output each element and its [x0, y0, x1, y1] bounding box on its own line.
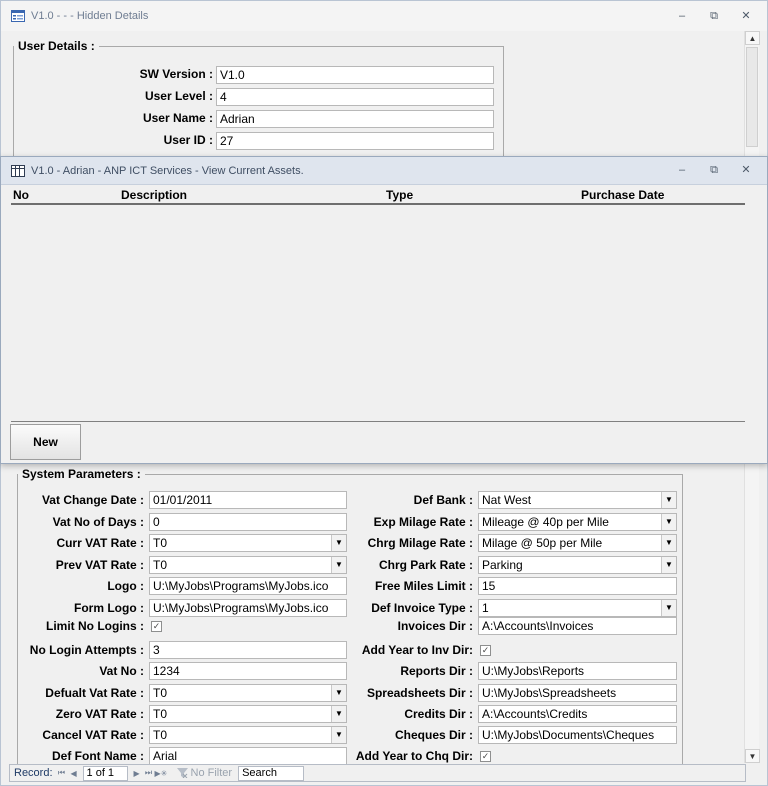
invoices-dir-label: Invoices Dir :: [397, 619, 473, 633]
dropdown-arrow-icon[interactable]: ▼: [331, 727, 346, 743]
def-bank-label: Def Bank :: [413, 493, 473, 507]
dropdown-arrow-icon[interactable]: ▼: [331, 706, 346, 722]
prev-vat-rate-combo[interactable]: [149, 556, 347, 574]
chrg-park-rate-combo[interactable]: [478, 556, 677, 574]
previous-record-icon[interactable]: ◀: [70, 768, 77, 778]
credits-dir-label: Credits Dir :: [404, 707, 473, 721]
zero-vat-rate-label: Zero VAT Rate :: [55, 707, 144, 721]
invoices-dir-value: A:\Accounts\Invoices: [482, 619, 594, 633]
dropdown-arrow-icon[interactable]: ▼: [661, 514, 676, 530]
def-bank-value: Nat West: [482, 493, 532, 507]
record-navigation-bar: [9, 764, 746, 782]
invoices-dir-field[interactable]: [478, 617, 677, 635]
next-record-icon[interactable]: ▶: [133, 768, 140, 778]
def-invoice-type-combo[interactable]: [478, 599, 677, 617]
form-logo-value: U:\MyJobs\Programs\MyJobs.ico: [153, 601, 329, 615]
vat-change-date-value: 01/01/2011: [153, 493, 213, 507]
def-invoice-type-value: 1: [482, 601, 489, 615]
defualt-vat-rate-combo[interactable]: [149, 684, 347, 702]
vat-change-date-label: Vat Change Date :: [41, 493, 144, 507]
assets-close-icon[interactable]: ✕: [741, 164, 751, 176]
vat-change-date-field[interactable]: [149, 491, 347, 509]
datasheet-icon: [11, 165, 25, 177]
assets-minimize-icon[interactable]: –: [678, 164, 686, 176]
cheques-dir-field[interactable]: [478, 726, 677, 744]
dropdown-arrow-icon[interactable]: ▼: [661, 492, 676, 508]
assets-list[interactable]: [11, 207, 745, 422]
scroll-thumb[interactable]: [746, 47, 758, 147]
chrg-milage-rate-label: Chrg Milage Rate :: [367, 536, 473, 550]
dropdown-arrow-icon[interactable]: ▼: [331, 685, 346, 701]
zero-vat-rate-value: T0: [153, 707, 168, 721]
def-bank-combo[interactable]: [478, 491, 677, 509]
vat-no-of-days-field[interactable]: [149, 513, 347, 531]
system-parameters-legend: System Parameters :: [22, 467, 141, 481]
curr-vat-rate-label: Curr VAT Rate :: [56, 536, 144, 550]
spreadsheets-dir-field[interactable]: [478, 684, 677, 702]
logo-label: Logo :: [107, 579, 144, 593]
no-login-attempts-label: No Login Attempts :: [29, 643, 144, 657]
dropdown-arrow-icon[interactable]: ▼: [661, 535, 676, 551]
column-header-purchase-date[interactable]: Purchase Date: [581, 188, 665, 202]
prev-vat-rate-value: T0: [153, 558, 168, 572]
curr-vat-rate-value: T0: [153, 536, 168, 550]
assets-window-title: V1.0 - Adrian - ANP ICT Services - View Current Assets.: [31, 164, 304, 177]
add-year-to-inv-dir-label: Add Year to Inv Dir:: [361, 643, 473, 657]
user-name-field[interactable]: Adrian: [216, 110, 494, 128]
vat-no-field[interactable]: [149, 662, 347, 680]
curr-vat-rate-combo[interactable]: [149, 534, 347, 552]
def-font-name-field[interactable]: [149, 747, 347, 765]
cancel-vat-rate-combo[interactable]: [149, 726, 347, 744]
exp-milage-rate-value: Mileage @ 40p per Mile: [482, 515, 609, 529]
vat-no-of-days-label: Vat No of Days :: [52, 515, 144, 529]
column-header-description[interactable]: Description: [121, 188, 188, 202]
user-level-label: User Level :: [144, 89, 213, 103]
first-record-icon[interactable]: ⏮: [57, 768, 66, 777]
chrg-park-rate-label: Chrg Park Rate :: [378, 558, 473, 572]
defualt-vat-rate-value: T0: [153, 686, 168, 700]
free-miles-limit-field[interactable]: [478, 577, 677, 595]
new-record-icon[interactable]: ▶✳: [154, 768, 168, 778]
limit-no-logins-checkbox[interactable]: ✓: [152, 621, 161, 631]
reports-dir-label: Reports Dir :: [400, 664, 473, 678]
search-box[interactable]: Search: [238, 766, 304, 781]
no-login-attempts-field[interactable]: [149, 641, 347, 659]
column-header-no[interactable]: No: [13, 188, 29, 202]
prev-vat-rate-label: Prev VAT Rate :: [55, 558, 144, 572]
user-id-label: User ID :: [163, 133, 213, 147]
user-id-field[interactable]: 27: [216, 132, 494, 150]
dropdown-arrow-icon[interactable]: ▼: [331, 535, 346, 551]
current-record-field[interactable]: 1 of 1: [83, 766, 128, 781]
credits-dir-value: A:\Accounts\Credits: [482, 707, 588, 721]
spreadsheets-dir-value: U:\MyJobs\Spreadsheets: [482, 686, 617, 700]
add-year-to-chq-dir-label: Add Year to Chq Dir:: [355, 749, 473, 763]
close-icon[interactable]: ✕: [741, 10, 751, 22]
exp-milage-rate-combo[interactable]: [478, 513, 677, 531]
cheques-dir-value: U:\MyJobs\Documents\Cheques: [482, 728, 655, 742]
filter-icon: [177, 768, 188, 778]
scroll-down-icon[interactable]: ▼: [745, 749, 760, 763]
def-font-name-label: Def Font Name :: [51, 749, 144, 763]
exp-milage-rate-label: Exp Milage Rate :: [373, 515, 473, 529]
chrg-milage-rate-value: Milage @ 50p per Mile: [482, 536, 603, 550]
form-logo-field[interactable]: [149, 599, 347, 617]
logo-value: U:\MyJobs\Programs\MyJobs.ico: [153, 579, 329, 593]
credits-dir-field[interactable]: [478, 705, 677, 723]
free-miles-limit-label: Free Miles Limit :: [374, 579, 473, 593]
add-year-to-chq-dir-checkbox[interactable]: ✓: [481, 751, 490, 761]
logo-field[interactable]: [149, 577, 347, 595]
last-record-icon[interactable]: ⏭: [144, 768, 153, 777]
dropdown-arrow-icon[interactable]: ▼: [331, 557, 346, 573]
sw-version-field[interactable]: V1.0: [216, 66, 494, 84]
minimize-icon[interactable]: –: [678, 10, 686, 22]
hidden-details-titlebar[interactable]: [1, 1, 767, 31]
user-name-label: User Name :: [142, 111, 213, 125]
sw-version-label: SW Version :: [139, 67, 213, 81]
no-filter-label: No Filter: [190, 767, 233, 779]
assets-titlebar[interactable]: [1, 157, 767, 185]
record-label: Record:: [14, 767, 53, 779]
cancel-vat-rate-label: Cancel VAT Rate :: [42, 728, 144, 742]
user-details-legend: User Details :: [18, 39, 95, 53]
chrg-milage-rate-combo[interactable]: [478, 534, 677, 552]
scroll-up-icon[interactable]: ▲: [745, 31, 760, 45]
form-icon: [11, 10, 25, 22]
reports-dir-field[interactable]: [478, 662, 677, 680]
view-current-assets-window: [0, 156, 768, 464]
def-font-name-value: Arial: [153, 749, 178, 763]
column-header-type[interactable]: Type: [386, 188, 414, 202]
assets-column-headers: [11, 187, 745, 205]
form-logo-label: Form Logo :: [74, 601, 144, 615]
assets-restore-icon[interactable]: ⧉: [710, 164, 718, 176]
window-title: V1.0 - - - Hidden Details: [31, 10, 149, 22]
defualt-vat-rate-label: Defualt Vat Rate :: [45, 686, 144, 700]
vat-no-of-days-value: 0: [153, 515, 160, 529]
dropdown-arrow-icon[interactable]: ▼: [661, 600, 676, 616]
user-level-field[interactable]: 4: [216, 88, 494, 106]
new-asset-button[interactable]: New: [10, 424, 81, 460]
no-login-attempts-value: 3: [153, 643, 160, 657]
cheques-dir-label: Cheques Dir :: [394, 728, 473, 742]
reports-dir-value: U:\MyJobs\Reports: [482, 664, 585, 678]
add-year-to-inv-dir-checkbox[interactable]: ✓: [481, 645, 490, 655]
dropdown-arrow-icon[interactable]: ▼: [661, 557, 676, 573]
chrg-park-rate-value: Parking: [482, 558, 523, 572]
restore-icon[interactable]: ⧉: [710, 10, 718, 22]
limit-no-logins-label: Limit No Logins :: [46, 619, 144, 633]
free-miles-limit-value: 15: [482, 579, 496, 593]
cancel-vat-rate-value: T0: [153, 728, 168, 742]
spreadsheets-dir-label: Spreadsheets Dir :: [366, 686, 473, 700]
def-invoice-type-label: Def Invoice Type :: [371, 601, 473, 615]
vat-no-value: 1234: [153, 664, 180, 678]
zero-vat-rate-combo[interactable]: [149, 705, 347, 723]
vat-no-label: Vat No :: [99, 664, 144, 678]
filter-toggle[interactable]: [177, 767, 233, 779]
